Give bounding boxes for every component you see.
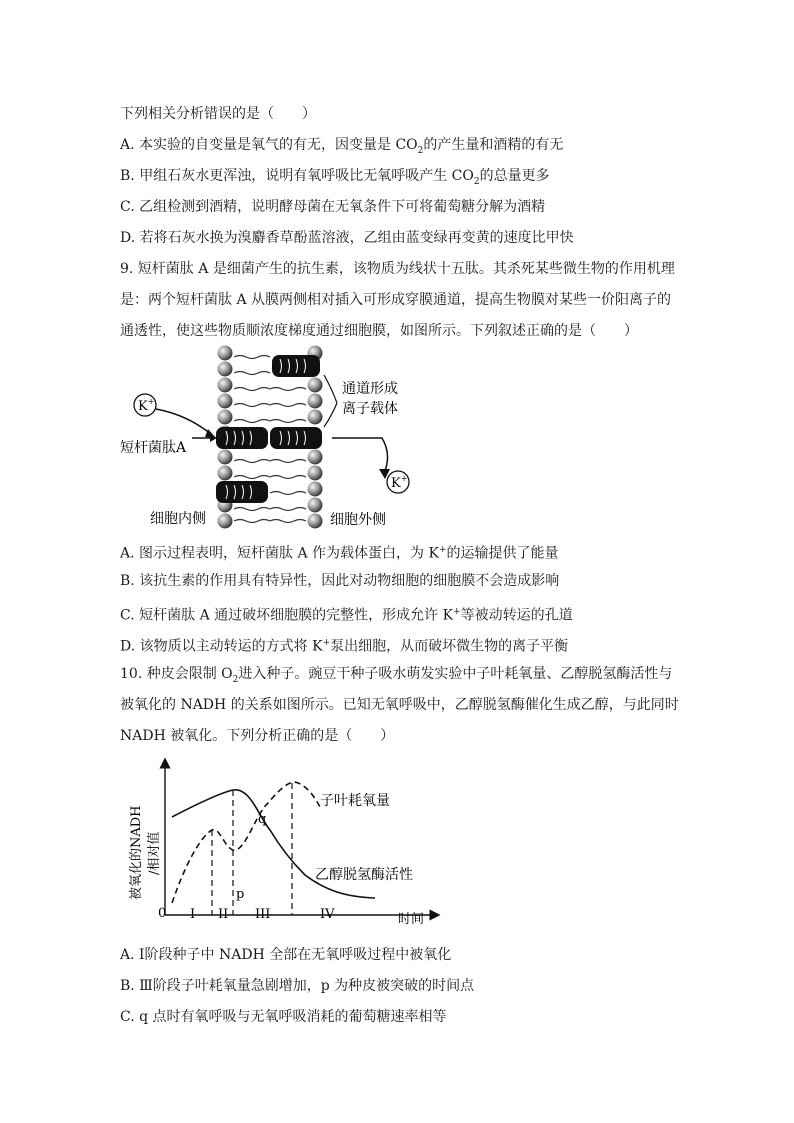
q10-option-b[interactable] [120, 976, 474, 996]
superscript: + [322, 638, 331, 648]
option-letter: D. [120, 230, 136, 246]
stage-label-4: IV [320, 907, 335, 922]
ion-exit-arrow [332, 438, 388, 473]
option-text: 该抗生素的作用具有特异性，因此对动物细胞的细胞膜不会造成影响 [139, 573, 560, 589]
subscript: 2 [473, 176, 480, 187]
stage-label-1: I [190, 907, 196, 922]
q8-option-b[interactable] [120, 166, 550, 192]
option-text: 甲组石灰水更浑浊，说明有氧呼吸比无氧呼吸产生 CO [139, 168, 474, 184]
q8-stem: 下列相关分析错误的是（ ） [120, 106, 316, 122]
oxygen-curve-label: 子叶耗氧量 [320, 793, 390, 809]
stage-label-2: II [218, 907, 229, 922]
label-peptide: 短杆菌肽A [120, 440, 187, 456]
label-cell-outside: 细胞外侧 [330, 512, 386, 528]
nadh-chart [120, 755, 450, 935]
y-axis-label-line-1: 被氧化的NADH [129, 805, 144, 900]
q10-stem-line-2: 被氧化的 NADH 的关系如图所示。已知无氧呼吸中，乙醇脱氢酶催化生成乙醇，与此同时 [120, 697, 679, 713]
k-ion-inside [134, 394, 156, 416]
q8-option-a[interactable] [120, 135, 563, 161]
q10-option-a[interactable] [120, 945, 451, 965]
label-cell-inside: 细胞内侧 [150, 511, 206, 527]
subscript: 2 [232, 674, 239, 685]
enzyme-activity-curve [172, 782, 320, 903]
q9-option-d[interactable] [120, 633, 568, 657]
superscript: + [453, 607, 461, 617]
label-channel-line-1: 通道形成 [342, 381, 398, 397]
option-text: 该物质以主动转运的方式将 K [139, 638, 323, 655]
origin-label: 0 [158, 906, 167, 921]
option-letter: B. [120, 573, 135, 589]
option-text: 本实验的自变量是氧气的有无，因变量是 CO [139, 137, 418, 153]
option-letter: B. [120, 978, 135, 994]
membrane-channel-diagram [120, 345, 440, 535]
superscript: + [438, 545, 447, 555]
option-letter: C. [120, 1009, 135, 1025]
option-text: 图示过程表明，短杆菌肽 A 作为载体蛋白，为 K [139, 545, 439, 562]
label-bracket [324, 375, 337, 427]
option-text: 乙组检测到酒精，说明酵母菌在无氧条件下可将葡萄糖分解为酒精 [139, 199, 546, 215]
peptide-channel-cylinders [216, 355, 322, 503]
point-q-label: q [258, 812, 267, 827]
label-channel-line-2: 离子载体 [342, 401, 398, 417]
stage-dividers [212, 783, 292, 915]
q9-stem-line-3: 通透性，使这些物质顺浓度梯度通过细胞膜，如图所示。下列叙述正确的是（ ） [120, 323, 638, 339]
option-text: 的总量更多 [479, 168, 550, 184]
q9-stem-line-1: 9. 短杆菌肽 A 是细菌产生的抗生素，该物质为线状十五肽。其杀死某些微生物的作用机理 [120, 261, 675, 277]
option-text: 等被动转运的孔道 [460, 607, 573, 624]
option-text: 的产生量和酒精的有无 [423, 137, 564, 153]
svg-text:K+: K+ [391, 474, 408, 491]
q10-stem-line-3: NADH 被氧化。下列分析正确的是（ ） [120, 728, 395, 744]
option-text: 若将石灰水换为溴麝香草酚蓝溶液，乙组由蓝变绿再变黄的速度比甲快 [139, 230, 574, 246]
svg-text:K+: K+ [138, 397, 155, 414]
stage-label-3: III [255, 907, 271, 922]
subscript: 2 [417, 145, 424, 156]
option-letter: A. [120, 947, 135, 963]
option-text: 短杆菌肽 A 通过破坏细胞膜的完整性，形成允许 K [139, 607, 454, 624]
q10-stem-line-1 [120, 664, 672, 690]
ion-entry-arrow [156, 409, 212, 435]
y-axis-label [128, 805, 162, 900]
stem-text: 进入种子。豌豆干种子吸水萌发实验中子叶耗氧量、乙醇脱氢酶活性与 [238, 666, 673, 682]
q8-option-d[interactable] [120, 228, 574, 248]
option-text: Ⅰ阶段种子中 NADH 全部在无氧呼吸过程中被氧化 [139, 947, 452, 963]
q8-option-c[interactable] [120, 197, 545, 217]
option-text: Ⅲ阶段子叶耗氧量急剧增加，p 为种皮被突破的时间点 [139, 978, 475, 994]
option-letter: C. [120, 199, 135, 215]
y-axis-label-line-2: /相对值 [147, 831, 162, 875]
option-text: 的运输提供了能量 [446, 545, 559, 562]
option-text: 泵出细胞，从而破坏微生物的离子平衡 [330, 638, 569, 655]
q10-option-c[interactable] [120, 1007, 447, 1027]
option-letter: A. [120, 137, 135, 153]
option-text: q 点时有氧呼吸与无氧呼吸消耗的葡萄糖速率相等 [139, 1009, 447, 1025]
enzyme-curve-label: 乙醇脱氢酶活性 [315, 867, 413, 883]
q9-option-c[interactable] [120, 602, 573, 626]
q9-option-a[interactable] [120, 540, 558, 564]
option-letter: D. [120, 638, 136, 655]
k-ion-outside [387, 471, 409, 493]
axes [165, 763, 435, 915]
option-letter: B. [120, 168, 135, 184]
option-letter: A. [120, 545, 135, 562]
q9-stem-line-2: 是：两个短杆菌肽 A 从膜两侧相对插入可形成穿膜通道，提高生物膜对某些一价阳离子的 [120, 292, 672, 308]
point-p-label: p [236, 887, 245, 902]
option-letter: C. [120, 607, 135, 624]
q9-option-b[interactable] [120, 571, 559, 591]
x-axis-label: 时间 [398, 912, 425, 927]
stem-text: 10. 种皮会限制 O [120, 666, 233, 682]
